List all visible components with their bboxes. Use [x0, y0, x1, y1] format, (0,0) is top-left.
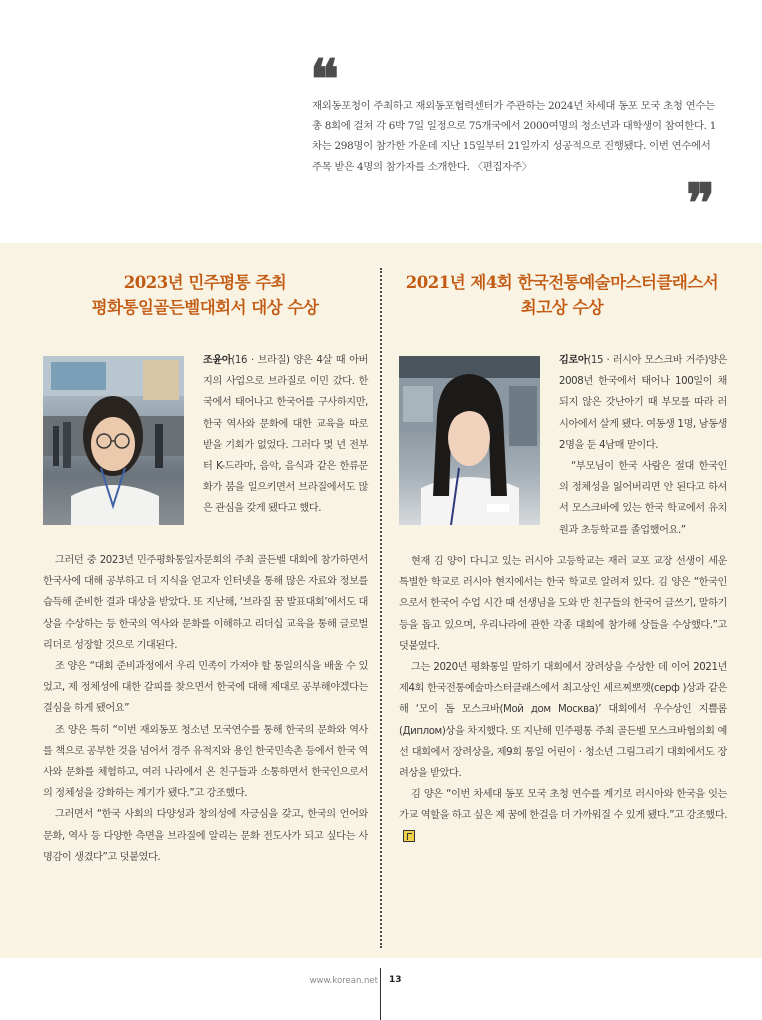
right-article-title — [392, 270, 732, 320]
left-article-title — [40, 270, 370, 320]
right-title-line2: 최고상 수상 — [520, 298, 604, 317]
page-footer — [0, 958, 762, 1020]
left-paragraph: 조 양은 특히 “이번 재외동포 청소년 모국연수를 통해 한국의 문화와 역사를 책으로 공부한 것을 넘어서 경주 유적지와 용인 한국민속촌 등에서 한국 역사와 문화를 체험하고, 여러 나라에서 온 친구들과 소통하면서 한국인으로서의 정체성을 강화하는 계기가 됐다.”고 강조했다. — [43, 724, 368, 800]
right-portrait-photo — [399, 356, 540, 525]
intro-section — [0, 0, 762, 243]
left-paragraph: 조 양은 “대회 준비과정에서 우리 민족이 가져야 할 통일의식을 배울 수 있었고, 제 정체성에 대한 갈피를 찾으면서 한국에 대해 제대로 공부해야겠다는 결심을 하게 됐어요” — [43, 661, 368, 715]
left-body — [43, 550, 368, 868]
page-number: 13 — [389, 975, 402, 985]
left-portrait-illustration — [43, 356, 184, 525]
right-lead-paragraph — [559, 350, 727, 541]
right-body — [399, 551, 727, 848]
right-paragraph-last-text: 김 양은 “이번 차세대 동포 모국 초청 연수를 계기로 러시아와 한국을 잇는 가교 역할을 하고 싶은 제 꿈에 한걸음 더 가까워질 수 있게 됐다.”고 강조했다. — [399, 789, 727, 822]
footer-divider — [380, 968, 381, 1020]
right-portrait-illustration — [399, 356, 540, 525]
open-quote-icon: ❝ — [310, 47, 334, 111]
close-quote-icon: ❞ — [686, 171, 710, 235]
right-lead-quote: “부모님이 한국 사람은 절대 한국인의 정체성을 잃어버리면 안 된다고 하셔서 모스크바에 있는 한국 학교에서 유치원과 초등학교를 졸업했어요.” — [559, 461, 727, 536]
left-title-line1: 2023년 민주평통 주최 — [123, 273, 287, 292]
column-divider — [380, 268, 382, 948]
left-portrait-photo — [43, 356, 184, 525]
left-lead-text: (16 · 브라질) 양은 4살 때 아버지의 사업으로 브라질로 이민 갔다. 한국에서 태어나고 한국어를 구사하지만, 한국 역사와 문화에 대한 교육을 따로 받을 기회가 없었다. 그러다 몇 년 전부터 K-드라마, 음악, 음식과 같은 한류문화가 붐을 일으키면서 브라질에서도 많은 관심을 갖게 됐다고 했다. — [203, 355, 368, 515]
left-lead-paragraph — [203, 350, 368, 520]
article-end-icon — [403, 830, 415, 842]
right-person-name: 김로아 — [559, 355, 588, 366]
intro-text: 재외동포청이 주최하고 재외동포협력센터가 주관하는 2024년 차세대 동포 모국 초청 연수는 총 8회에 걸쳐 각 6박 7일 일정으로 75개국에서 2000여명의 청소년과 대학생이 참여한다. 1차는 298명이 참가한 가운데 지난 15일부터 21일까지 성공적으로 진행됐다. 이번 연수에서 주목 받은 4명의 참가자를 소개한다. 〈편집자주〉 — [312, 100, 717, 173]
left-paragraph: 그러던 중 2023년 민주평화통일자문회의 주최 골든벨 대회에 참가하면서 한국사에 대해 공부하고 더 지식을 얻고자 인터넷을 통해 많은 자료와 정보를 습득해 준비한 결과 대상을 받았다. 또 지난해, ‘브라질 꿈 발표대회’에서도 대상을 수상하는 등 한국의 역사와 문화를 이해하고 리더십 교육을 통해 글로벌리더로 성장할 것으로 기대된다. — [43, 555, 368, 651]
left-person-name: 조윤아 — [203, 355, 232, 366]
right-paragraph: 현재 김 양이 다니고 있는 러시아 고등학교는 재러 교포 교장 선생이 세운 특별한 학교로 러시아 현지에서는 한국 학교로 알려져 있다. 김 양은 “한국인으로서 한국어 수업 시간 때 선생님을 도와 반 친구들의 한국어 글쓰기, 말하기 등을 돕고 있으며, 우리나라에 관한 각종 대회에 참가해 상들을 수상했다.”고 덧붙였다. — [399, 556, 727, 652]
left-paragraph: 그러면서 “한국 사회의 다양성과 창의성에 자긍심을 갖고, 한국의 언어와 문화, 역사 등 다양한 측면을 브라질에 알리는 문화 전도사가 되고 싶다는 사명감이 생겼다”고 덧붙였다. — [43, 809, 368, 863]
right-paragraph-last — [399, 784, 727, 848]
left-title-line2: 평화통일골든벨대회서 대상 수상 — [91, 298, 319, 317]
right-lead-text: (15 · 러시아 모스크바 거주)양은 2008년 한국에서 태어나 100일이 채 되지 않은 갓난아기 때 부모를 따라 러시아에서 살게 됐다. 여동생 1명, 남동생 2명을 둔 4남매 맏이다. — [559, 355, 727, 451]
footer-url: www.korean.net — [309, 976, 378, 986]
right-paragraph: 그는 2020년 평화통일 말하기 대회에서 장려상을 수상한 데 이어 2021년 제4회 한국전통예술마스터클래스에서 최고상인 세르찌뽀깻(сeрф )상과 같은 해 ‘모이 돔 모스크바(Мой дом Москва)’ 대회에서 우수상인 지쁠롬(Диплом)상을 차지했다. 또 지난해 민주평통 주최 골든벨 모스크바협의회 예선 대회에서 장려상을, 제9회 통일 어린이 · 청소년 그림그리기 대회에서도 장려상을 받았다. — [399, 662, 727, 780]
right-title-line1: 2021년 제4회 한국전통예술마스터클래스서 — [405, 273, 719, 292]
